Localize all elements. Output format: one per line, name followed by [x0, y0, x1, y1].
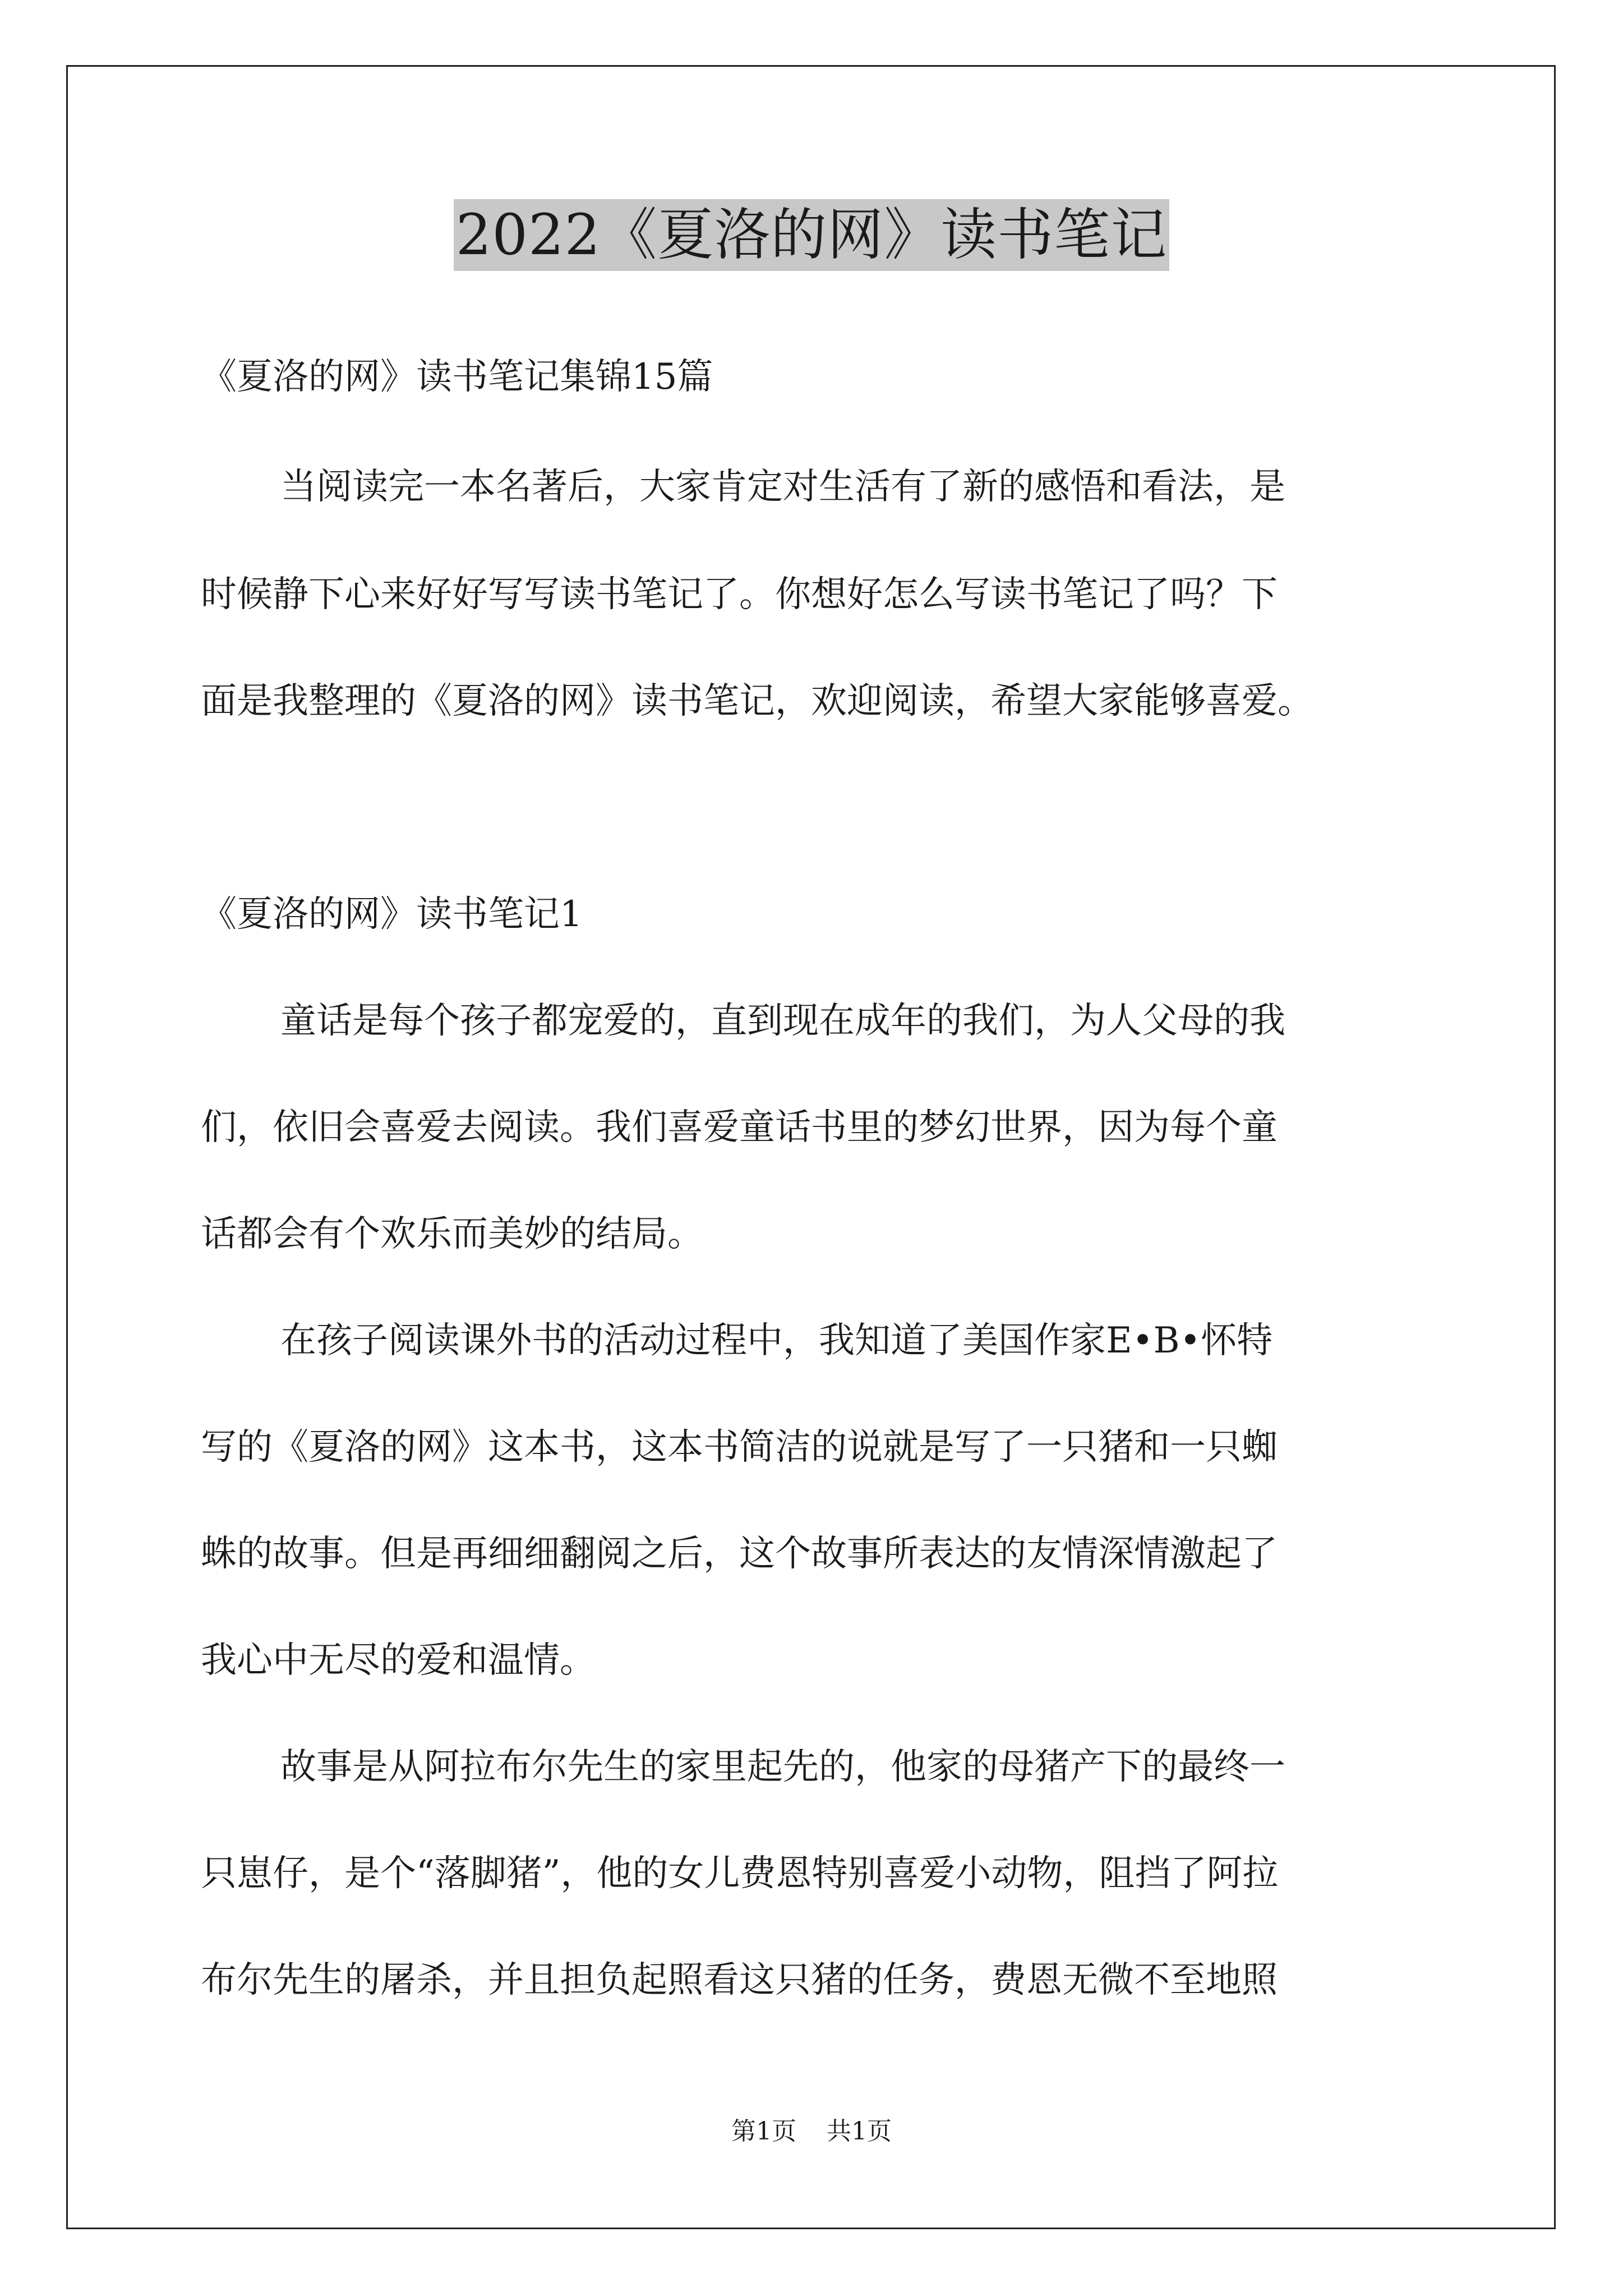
paragraph-line: 布尔先生的屠杀，并且担负起照看这只猪的任务，费恩无微不至地照 — [201, 1959, 1278, 2001]
section-heading: 《夏洛的网》读书笔记1 — [201, 894, 583, 935]
paragraph-line: 故事是从阿拉布尔先生的家里起先的，他家的母猪产下的最终一 — [280, 1746, 1285, 1788]
paragraph-line: 童话是每个孩子都宠爱的，直到现在成年的我们，为人父母的我 — [280, 1000, 1285, 1042]
paragraph-line: 话都会有个欢乐而美妙的结局。 — [201, 1213, 703, 1255]
page-number: 第1页 — [731, 2117, 796, 2146]
intro-line: 当阅读完一本名著后，大家肯定对生活有了新的感悟和看法，是 — [280, 466, 1285, 508]
paragraph-line: 我心中无尽的爱和温情。 — [201, 1640, 596, 1681]
paragraph-line: 只崽仔，是个“落脚猪”，他的女儿费恩特别喜爱小动物，阻挡了阿拉 — [201, 1853, 1279, 1894]
paragraph-line: 们，依旧会喜爱去阅读。我们喜爱童话书里的梦幻世界，因为每个童 — [201, 1107, 1278, 1148]
intro-line: 面是我整理的《夏洛的网》读书笔记，欢迎阅读，希望大家能够喜爱。 — [201, 680, 1313, 722]
paragraph-line: 蛛的故事。但是再细细翻阅之后，这个故事所表达的友情深情激起了 — [201, 1533, 1278, 1575]
intro-line: 时候静下心来好好写写读书笔记了。你想好怎么写读书笔记了吗？下 — [201, 574, 1278, 615]
document-title: 2022《夏洛的网》读书笔记 — [454, 199, 1170, 271]
page-footer — [0, 2115, 1623, 2148]
paragraph-line: 写的《夏洛的网》这本书，这本书简洁的说就是写了一只猪和一只蜘 — [201, 1427, 1278, 1468]
subtitle: 《夏洛的网》读书笔记集锦15篇 — [201, 356, 713, 398]
paragraph-line: 在孩子阅读课外书的活动过程中，我知道了美国作家E•B•怀特 — [280, 1320, 1273, 1361]
page-total: 共1页 — [827, 2117, 892, 2146]
title-block — [0, 199, 1623, 271]
